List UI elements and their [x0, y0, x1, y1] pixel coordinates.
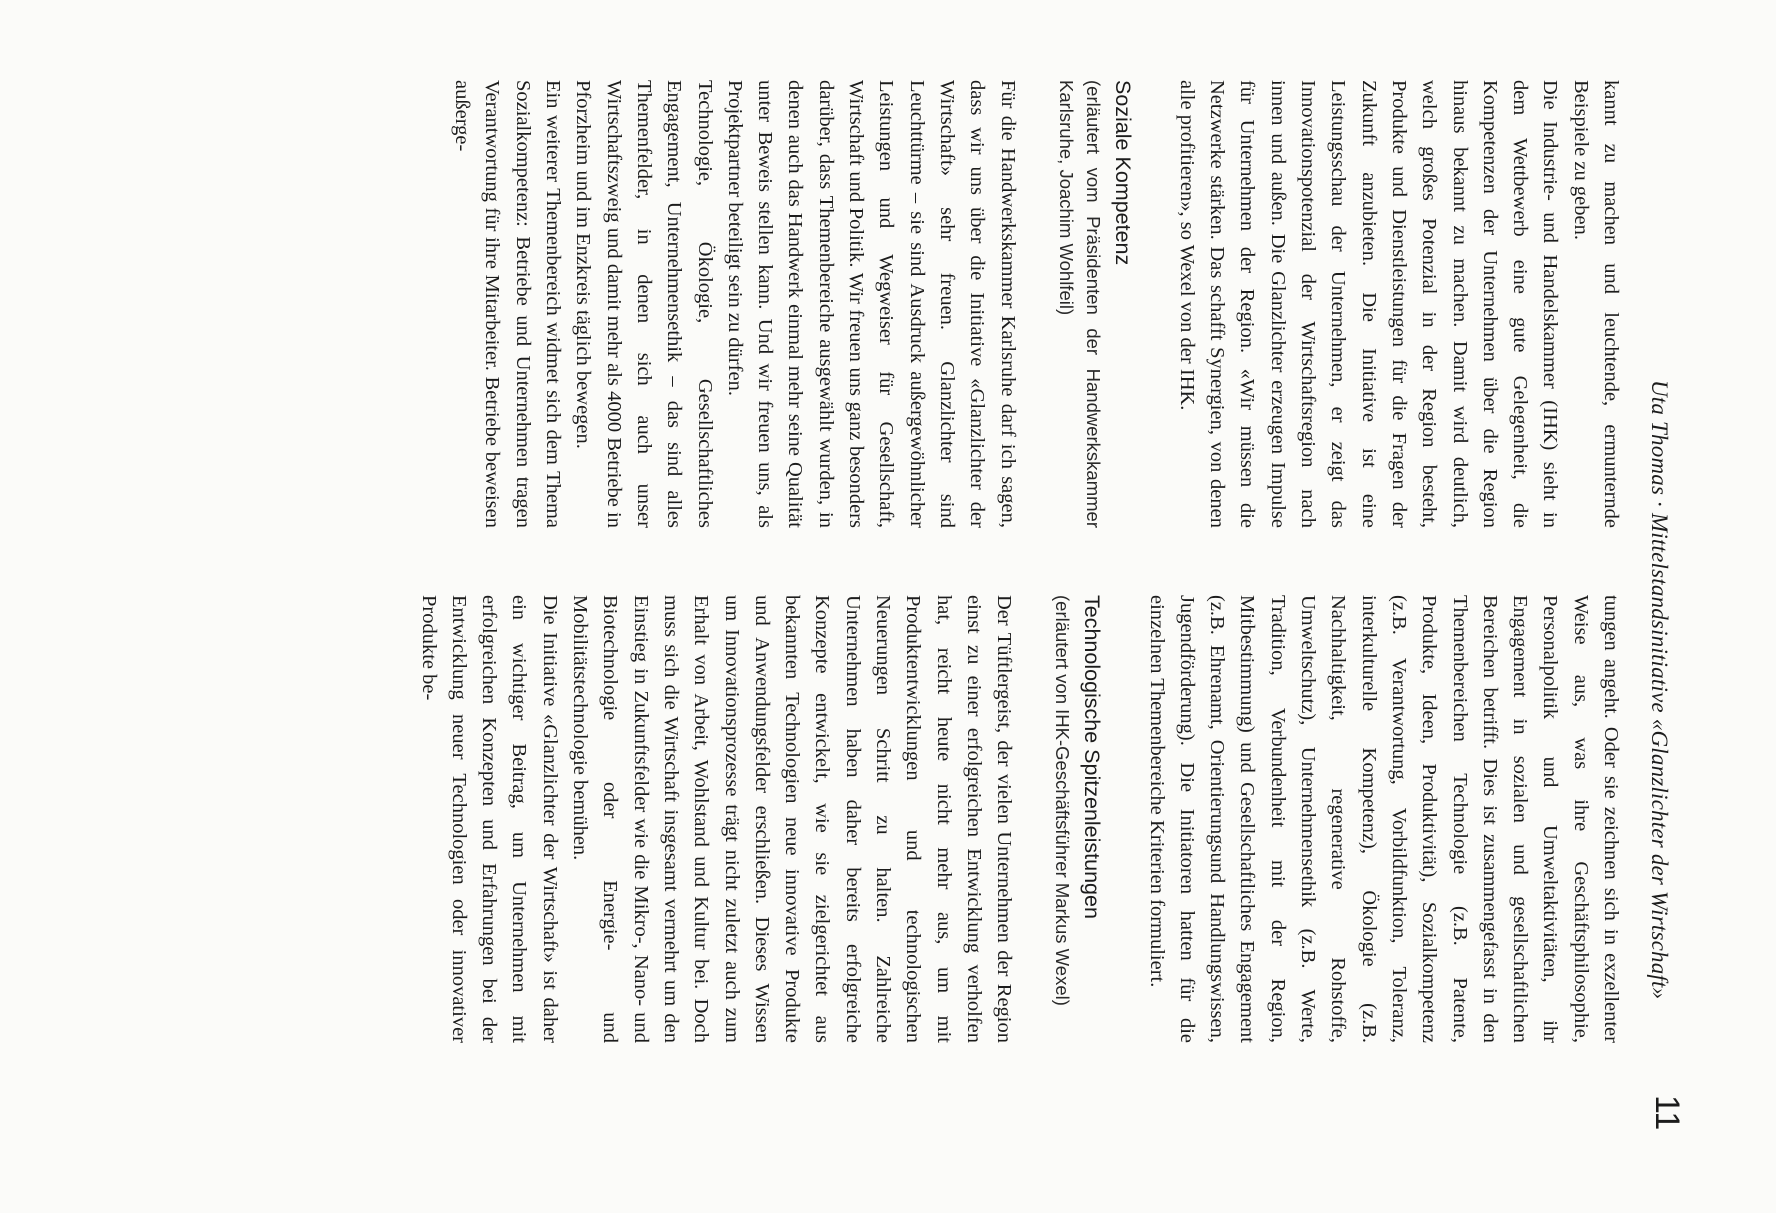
- paragraph: Die Initiative «Glanzlichter der Wirtschaft» ist daher ein wichtiger Beitrag, um Unternehmen mit erfolgreichen Konzepten und Erfahrungen bei der Entwicklung neuer Technologien oder innovativer Produkte be-: [417, 595, 561, 1043]
- right-column: [447, 80, 1626, 528]
- paragraph: kannt zu machen und leuchtende, ermunternde Beispiele zu geben.: [1569, 80, 1622, 528]
- left-column: [413, 595, 1626, 1043]
- page-header: [1626, 70, 1686, 1131]
- paragraph: Die Industrie- und Handelskammer (IHK) sieht in dem Wettbewerb eine gute Gelegenheit, die Kompetenzen der Unternehmen über die Region hinaus bekannt zu machen. Damit wird deutlich, welch großes Potenzial in der Region besteht, Produkte und Dienstleistungen für die Fragen der Zukunft anzubieten. Die Initiative ist eine Leistungsschau der Unternehmen, er zeigt das Innovationspotenzial der Wirtschaftsregion nach innen und außen. Die Glanzlichter erzeugen Impulse für Unternehmen der Region. «Wir müssen die Netzwerke stärken. Das schafft Synergien, von denen alle profitieren», so Wexel von der IHK.: [1175, 80, 1562, 528]
- paragraph: Ein weiterer Themenbereich widmet sich dem Thema Sozialkompetenz: Betriebe und Unternehmen tragen Verantwortung für ihre Mitarbeiter. Betriebe beweisen außerge-: [451, 80, 565, 528]
- section-heading-social: [1053, 80, 1138, 528]
- paragraph: Technologie, Ökologie, Gesellschaftliches Engagement, Unternehmensethik – das sind alles Themenfelder, in denen sich auch unser Wirtschaftszweig und damit mehr als 4000 Betriebe in Pforzheim und im Enzkreis täglich bewegen.: [572, 80, 716, 528]
- running-title: Uta Thomas · Mittelstandsinitiative «Glanzlichter der Wirtschaft»: [1647, 380, 1672, 1000]
- section-heading-technology: [1049, 595, 1107, 1043]
- section-title: Soziale Kompetenz: [1110, 80, 1135, 266]
- section-subtitle: (erläutert von IHK-Geschäftsführer Markus Wexel): [1052, 595, 1074, 1006]
- page-number: 11: [1648, 1095, 1686, 1131]
- paragraph: Der Tüftlergeist, der vielen Unternehmen der Region einst zu einer erfolgreichen Entwicklung verholfen hat, reicht heute nicht mehr aus, um mit Produktentwicklungen und technologischen Neuerungen Schritt zu halten. Zahlreiche Unternehmen haben daher bereits erfolgreiche Konzepte entwickelt, wie sie zielgerichtet aus bekannten Technologien neue innovative Produkte und Anwendungsfelder erschließen. Dieses Wissen um Innovationsprozesse trägt nicht zuletzt auch zum Erhalt von Arbeit, Wohlstand und Kultur bei. Doch muss sich die Wirtschaft insgesamt vermehrt um den Einstieg in Zukunftsfelder wie die Mikro-, Nano- und Biotechnologie oder Energie- und Mobilitätstechnologie bemühen.: [569, 595, 1016, 1043]
- section-title: Technologische Spitzenleistungen: [1080, 595, 1105, 919]
- paragraph: Für die Handwerkskammer Karlsruhe darf ich sagen, dass wir uns über die Initiative «Glanzlichter der Wirtschaft» sehr freuen. Glanzlichter sind Leuchttürme – sie sind Ausdruck außergewöhnlicher Leistungen und Wegweiser für Gesellschaft, Wirtschaft und Politik. Wir freuen uns ganz besonders darüber, dass Themenbereiche ausgewählt wurden, in denen auch das Handwerk einmal mehr seine Qualität unter Beweis stellen kann. Und wir freuen uns, als Projektpartner beteiligt sein zu dürfen.: [723, 80, 1019, 528]
- paragraph: tungen angeht. Oder sie zeichnen sich in exzellenter Weise aus, was ihre Geschäftsphilosophie, Personalpolitik und Umweltaktivitäten, ihr Engagement in sozialen und gesellschaftlichen Bereichen betrifft. Dies ist zusammengefasst in den Themenbereichen Technologie (z.B. Patente, Produkte, Ideen, Produktivität), Sozialkompetenz (z.B. Verantwortung, Vorbildfunktion, Toleranz, interkulturelle Kompetenz), Ökologie (z.B. Nachhaltigkeit, regenerative Rohstoffe, Umweltschutz), Unternehmensethik (z.B. Werte, Tradition, Verbundenheit mit der Region, Mitbestimmung) und Gesellschaftliches Engagement (z.B. Ehrenamt, Orientierungsund Handlungswissen, Jugendförderung). Die Initiatoren hatten für die einzelnen Themenbereiche Kriterien formuliert.: [1145, 595, 1622, 1043]
- section-subtitle: (erläutert vom Präsidenten der Handwerkskammer Karlsruhe, Joachim Wohlfeil): [1055, 80, 1104, 528]
